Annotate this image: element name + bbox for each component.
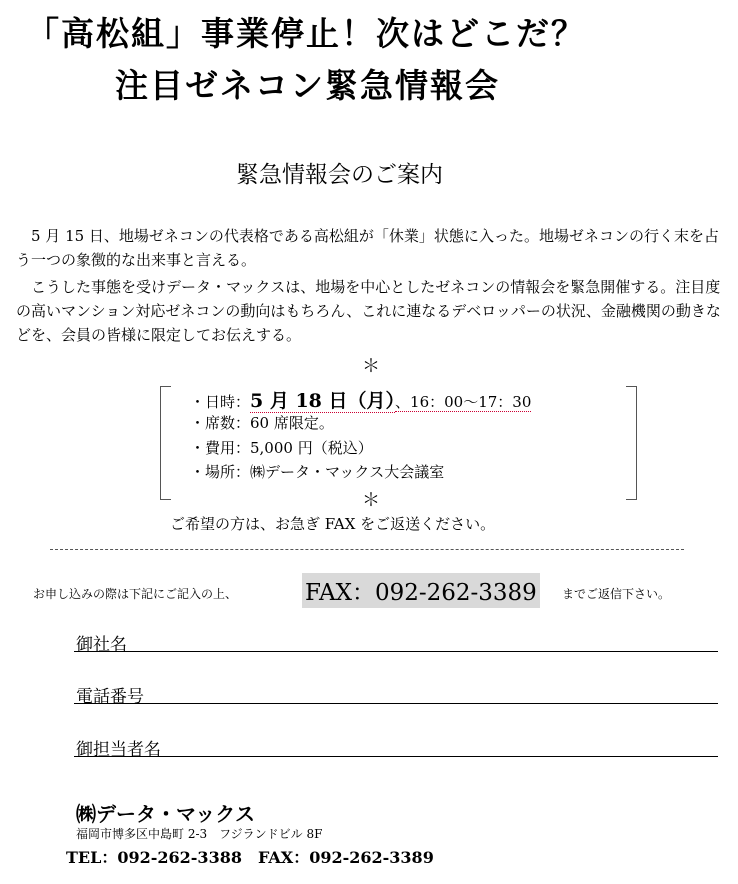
fax-number-highlight: FAX：092-262-3389	[302, 573, 540, 608]
event-seats-row: ・席数：60 席限定。	[190, 414, 334, 432]
details-bracket-left	[160, 386, 171, 500]
phone-number-field-label: 電話番号	[76, 687, 144, 707]
company-contact-numbers: TEL：092-262-3388 FAX：092-262-3389	[66, 848, 434, 867]
company-name-field-label: 御社名	[76, 635, 127, 655]
contact-person-field-line[interactable]	[74, 756, 718, 757]
announcement-paragraph: こうした事態を受けデータ・マックスは、地場を中心としたゼネコンの情報会を緊急開催する。注目度の高いマンション対応ゼネコンの動向はもちろん、これに連なるデベロッパーの状況、金融機関の動きなどを、会員の皆様に限定してお伝えする。	[16, 278, 721, 344]
apply-instruction-prefix: お申し込みの際は下記にご記入の上、	[33, 587, 238, 601]
apply-instruction-suffix: までご返信下さい。	[562, 587, 671, 601]
fax-request-text: ご希望の方は、お急ぎ FAX をご返送ください。	[170, 515, 496, 533]
event-fee-row: ・費用：5,000 円（税込）	[190, 439, 373, 457]
contact-person-field-label: 御担当者名	[76, 740, 161, 760]
company-address: 福岡市博多区中島町 2-3 フジランドビル 8F	[76, 827, 323, 841]
details-bracket-right	[626, 386, 637, 500]
company-name-field-line[interactable]	[74, 651, 718, 652]
event-date-label: ・日時：	[190, 393, 251, 411]
company-name: ㈱データ・マックス	[76, 802, 255, 826]
intro-paragraph: 5 月 15 日、地場ゼネコンの代表格である高松組が「休業」状態に入った。地場ゼネコンの行く末を占う一つの象徴的な出来事と言える。	[16, 227, 719, 269]
event-date-row	[190, 386, 531, 413]
document-subtitle: 緊急情報会のご案内	[236, 162, 443, 188]
phone-number-field-line[interactable]	[74, 703, 718, 704]
page-title-line1: 「高松組」事業停止！次はどこだ？	[26, 14, 586, 53]
page-title-line2: 注目ゼネコン緊急情報会	[115, 66, 500, 105]
event-time-value: 、16：00～17：30	[395, 393, 532, 411]
asterisk-divider-bottom: ＊	[362, 490, 380, 511]
cut-line	[50, 549, 684, 550]
event-date-value: 5 月 18 日（月）	[250, 390, 396, 412]
event-place-row: ・場所：㈱データ・マックス大会議室	[190, 463, 445, 481]
asterisk-divider-top: ＊	[362, 356, 380, 377]
